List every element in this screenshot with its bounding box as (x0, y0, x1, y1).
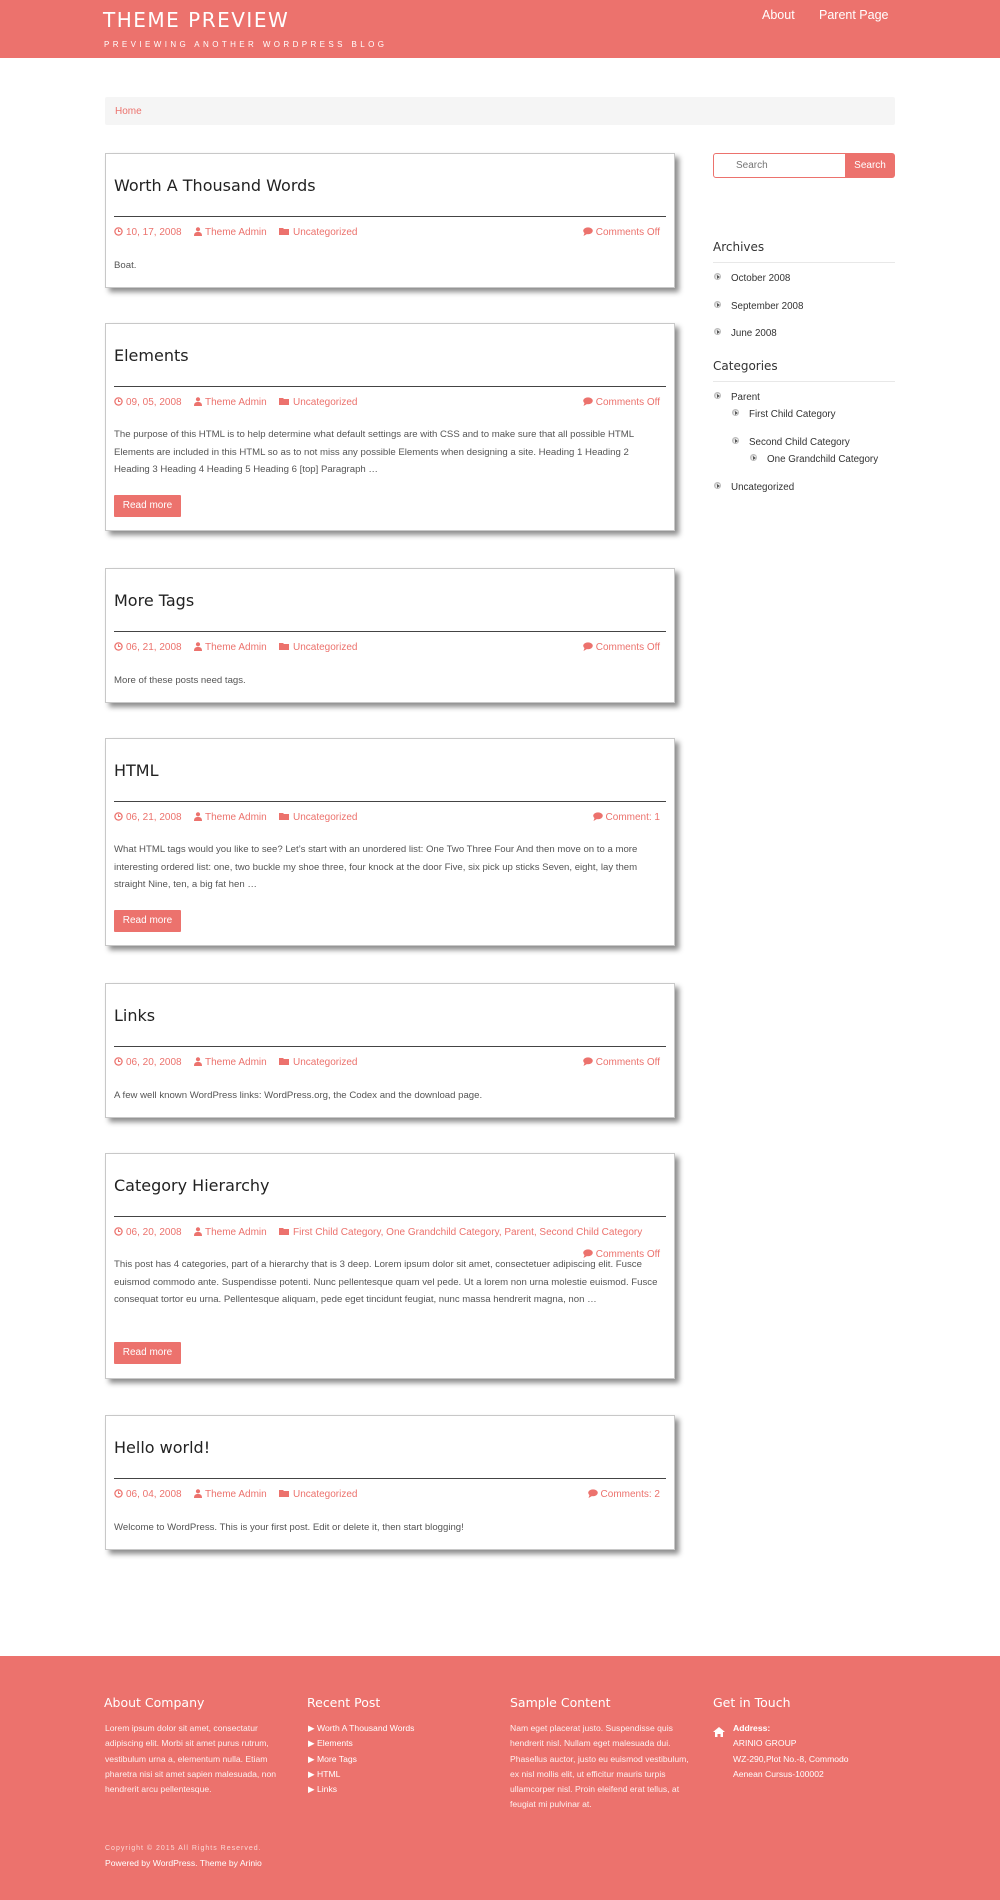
post-meta (114, 1227, 660, 1260)
copyright-text: Copyright © 2015 All Rights Reserved. (105, 1845, 262, 1852)
user-icon (194, 812, 202, 824)
bullet-icon (750, 454, 757, 461)
bullet-icon (714, 328, 721, 335)
recent-posts-list (308, 1721, 414, 1797)
post-author[interactable]: Theme Admin (194, 397, 267, 409)
folder-icon (279, 812, 290, 824)
post-title[interactable]: More Tags (114, 591, 195, 610)
bullet-icon (714, 392, 721, 399)
title-divider (114, 631, 666, 632)
title-divider (114, 801, 666, 802)
post-title[interactable]: HTML (114, 761, 159, 780)
nav-parent-page[interactable]: Parent Page (819, 8, 889, 22)
folder-icon (279, 1489, 290, 1501)
site-description: PREVIEWING ANOTHER WORDPRESS BLOG (104, 40, 388, 49)
post-meta (114, 227, 660, 241)
post-meta (114, 1489, 660, 1503)
archives-title: Archives (713, 240, 765, 254)
contact-address (733, 1721, 849, 1782)
footer-recent-title: Recent Post (307, 1695, 381, 1710)
post-comments[interactable]: Comments Off (583, 227, 660, 239)
read-more-button[interactable]: Read more (114, 910, 181, 932)
post-comments[interactable]: Comments Off (583, 397, 660, 409)
post-author[interactable]: Theme Admin (194, 642, 267, 654)
title-divider (114, 1216, 666, 1217)
clock-icon (114, 812, 123, 824)
category-link[interactable]: One Grandchild Category (767, 454, 879, 465)
post-title[interactable]: Elements (114, 346, 189, 365)
post-date[interactable]: 06, 20, 2008 (114, 1227, 182, 1239)
post-excerpt: A few well known WordPress links: WordPress.org, the Codex and the download page. (114, 1090, 483, 1101)
post-title[interactable]: Links (114, 1006, 156, 1025)
post-excerpt: Boat. (114, 260, 137, 271)
address-line: Aenean Cursus-100002 (733, 1768, 824, 1779)
nav-about[interactable]: About (762, 8, 795, 22)
widget-divider (713, 381, 895, 382)
post-category[interactable]: Uncategorized (279, 227, 357, 239)
folder-icon (279, 642, 290, 654)
post-author[interactable]: Theme Admin (194, 1057, 267, 1069)
post-date[interactable]: 10, 17, 2008 (114, 227, 182, 239)
post-author[interactable]: Theme Admin (194, 1489, 267, 1501)
recent-post-link[interactable]: ▶ Worth A Thousand Words (308, 1723, 415, 1733)
category-link[interactable]: First Child Category (749, 409, 836, 420)
bullet-icon (714, 273, 721, 280)
footer-about-text: Lorem ipsum dolor sit amet, consectatur adipiscing elit. Morbi sit amet purus rutrum, vestibulum urna a, elementum nulla. Etiam pharetra nisi sit amet sapien malesuada, non hendrerit arcu pellentesque. (105, 1723, 277, 1795)
post-category[interactable]: First Child Category, One Grandchild Category, Parent, Second Child Category (279, 1227, 642, 1239)
category-link[interactable]: Second Child Category (749, 437, 850, 448)
post-date[interactable]: 06, 04, 2008 (114, 1489, 182, 1501)
breadcrumb (105, 97, 895, 125)
folder-icon (279, 1057, 290, 1069)
folder-icon (279, 227, 290, 239)
clock-icon (114, 1227, 123, 1239)
post-comments[interactable]: Comments Off (583, 1249, 660, 1261)
post-card (105, 568, 675, 703)
title-divider (114, 216, 666, 217)
categories-title: Categories (713, 359, 778, 373)
post-author[interactable]: Theme Admin (194, 812, 267, 824)
post-meta (114, 1057, 660, 1071)
site-header (0, 0, 1000, 58)
post-card (105, 323, 675, 531)
footer-sample-title: Sample Content (510, 1695, 611, 1710)
post-title[interactable]: Hello world! (114, 1438, 211, 1457)
clock-icon (114, 397, 123, 409)
read-more-button[interactable]: Read more (114, 495, 181, 517)
post-category[interactable]: Uncategorized (279, 1489, 357, 1501)
comment-icon (593, 812, 603, 824)
post-meta (114, 397, 660, 411)
post-author[interactable]: Theme Admin (194, 1227, 267, 1239)
post-comments[interactable]: Comments Off (583, 1057, 660, 1069)
post-comments[interactable]: Comments: 2 (588, 1489, 660, 1501)
post-title[interactable]: Worth A Thousand Words (114, 176, 316, 195)
widget-divider (713, 262, 895, 263)
category-link[interactable]: Uncategorized (731, 482, 795, 493)
bullet-icon (732, 437, 739, 444)
post-comments[interactable]: Comments Off (583, 642, 660, 654)
comment-icon (583, 642, 593, 654)
post-excerpt: More of these posts need tags. (114, 675, 246, 686)
address-label: Address: (733, 1723, 771, 1733)
clock-icon (114, 1489, 123, 1501)
user-icon (194, 1489, 202, 1501)
user-icon (194, 1057, 202, 1069)
post-excerpt: This post has 4 categories, part of a hierarchy that is 3 deep. Lorem ipsum dolor sit amet, consectetuer adipiscing elit. Fusce euismod commodo ante. Suspendisse potenti. Nunc pellentesque quam vel pede. Ut a lorem non urna molestie euismod. Fusce consequat tortor eu urna. Pellentesque aliquam, pede eget tincidunt feugiat, nunc massa hendrerit magna, non … (114, 1259, 658, 1305)
footer-contact-title: Get in Touch (713, 1695, 791, 1710)
recent-post-link[interactable]: ▶ Links (308, 1784, 338, 1795)
post-card (105, 153, 675, 288)
folder-icon (279, 1227, 290, 1239)
post-card (105, 738, 675, 946)
comment-icon (583, 397, 593, 409)
footer-sample-text: Nam eget placerat justo. Suspendisse quis hendrerit nisl. Nullam eget malesuada dui. Phasellus auctor, justo eu euismod vestibulum, ex nisl mollis elit, ut efficitur mauris turpis ullamcorper nisl. Proin eleifend erat tellus, at feugiat mi pulvinar at. (510, 1723, 689, 1810)
footer-about-title: About Company (104, 1695, 205, 1710)
post-card (105, 1415, 675, 1550)
post-excerpt: Welcome to WordPress. This is your first post. Edit or delete it, then start blogging! (114, 1522, 464, 1533)
user-icon (194, 1227, 202, 1239)
recent-post-link[interactable]: ▶ Elements (308, 1738, 353, 1749)
archive-link[interactable]: September 2008 (731, 301, 804, 312)
address-line: WZ-290,Plot No.-8, Commodo (733, 1753, 849, 1764)
category-link[interactable]: Parent (731, 392, 760, 403)
post-excerpt: What HTML tags would you like to see? Let’s start with an unordered list: One Two Three Four And then move on to a more interesting ordered list: one, two buckle my shoe three, four knock at the door Five, six pick up sticks Seven, eight, lay them straight Nine, ten, a big fat hen … (114, 844, 638, 890)
post-category[interactable]: Uncategorized (279, 812, 357, 824)
post-date[interactable]: 06, 21, 2008 (114, 812, 182, 824)
user-icon (194, 227, 202, 239)
recent-post-link[interactable]: ▶ HTML (308, 1768, 341, 1779)
post-card (105, 983, 675, 1118)
post-date[interactable]: 06, 20, 2008 (114, 1057, 182, 1069)
bullet-icon (732, 409, 739, 416)
home-icon (713, 1724, 725, 1734)
post-author[interactable]: Theme Admin (194, 227, 267, 239)
user-icon (194, 397, 202, 409)
archive-link[interactable]: June 2008 (731, 328, 777, 339)
post-category[interactable]: Uncategorized (279, 642, 357, 654)
breadcrumb-home[interactable]: Home (115, 106, 142, 117)
search-input[interactable] (713, 153, 846, 178)
post-date[interactable]: 06, 21, 2008 (114, 642, 182, 654)
recent-post-link[interactable]: ▶ More Tags (308, 1753, 357, 1764)
title-divider (114, 386, 666, 387)
search-button[interactable]: Search (845, 153, 895, 178)
post-category[interactable]: Uncategorized (279, 397, 357, 409)
site-title[interactable]: THEME PREVIEW (103, 8, 290, 32)
folder-icon (279, 397, 290, 409)
post-meta (114, 642, 660, 656)
user-icon (194, 642, 202, 654)
address-line: ARINIO GROUP (733, 1738, 797, 1749)
clock-icon (114, 227, 123, 239)
post-title[interactable]: Category Hierarchy (114, 1176, 270, 1195)
clock-icon (114, 642, 123, 654)
post-meta (114, 812, 660, 826)
post-date[interactable]: 09, 05, 2008 (114, 397, 182, 409)
bullet-icon (714, 482, 721, 489)
clock-icon (114, 1057, 123, 1069)
bullet-icon (714, 301, 721, 308)
title-divider (114, 1046, 666, 1047)
powered-by-text: Powered by WordPress. Theme by Arinio (105, 1858, 262, 1868)
comment-icon (583, 1057, 593, 1069)
post-card (105, 1153, 675, 1379)
post-comments[interactable]: Comment: 1 (593, 812, 660, 824)
comment-icon (583, 227, 593, 239)
archive-link[interactable]: October 2008 (731, 273, 791, 284)
read-more-button[interactable]: Read more (114, 1342, 181, 1364)
post-excerpt: The purpose of this HTML is to help determine what default settings are with CSS and to make sure that all possible HTML Elements are included in this HTML so as to not miss any possible Elements when designing a site. Heading 1 Heading 2 Heading 3 Heading 4 Heading 5 Heading 6 [top] Paragraph … (114, 429, 634, 475)
post-category[interactable]: Uncategorized (279, 1057, 357, 1069)
title-divider (114, 1478, 666, 1479)
comment-icon (588, 1489, 598, 1501)
